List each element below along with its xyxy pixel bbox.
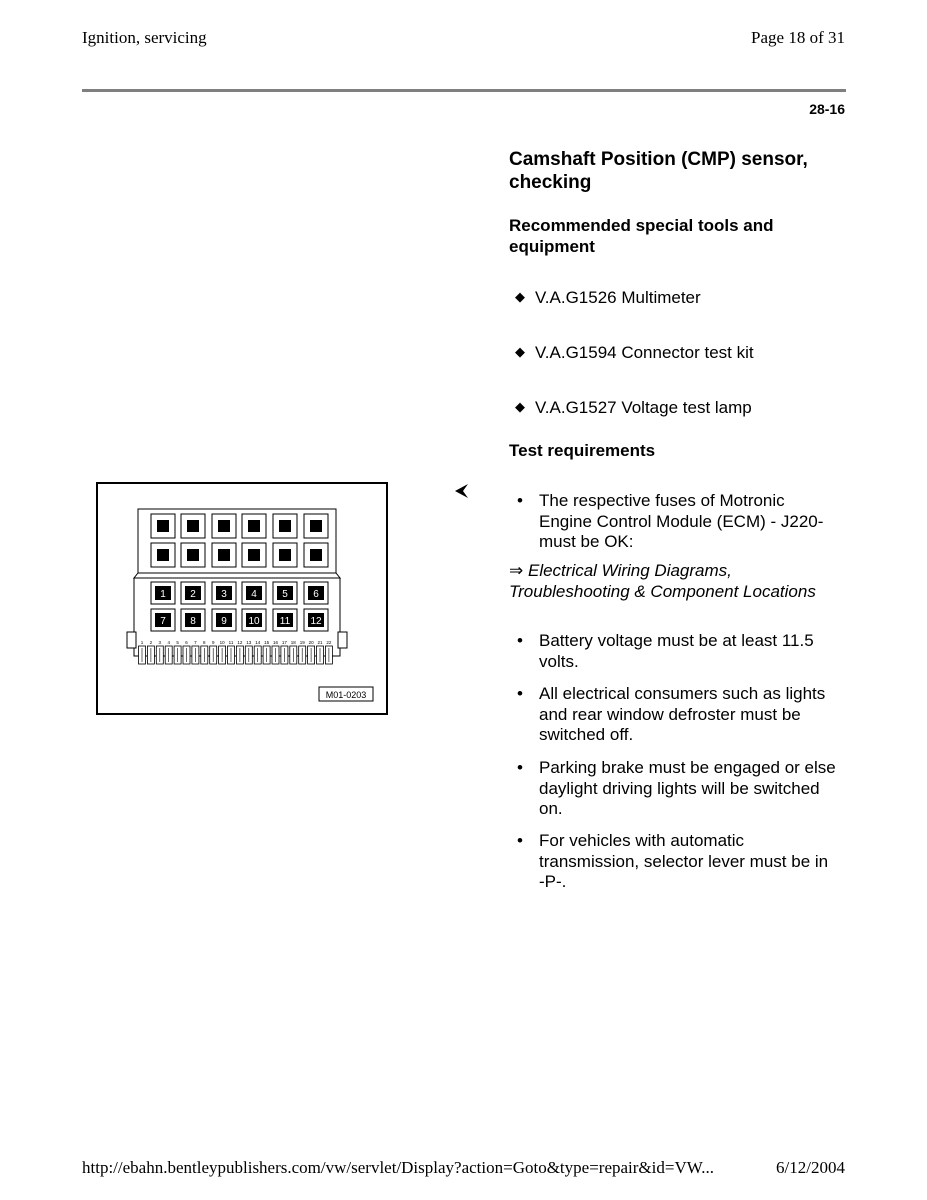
relay-socket-pin	[248, 549, 260, 561]
document-code: 28-16	[809, 101, 845, 117]
requirement-text: The respective fuses of Motronic Engine Control Module (ECM) - J220- must be OK:	[539, 491, 824, 551]
fuse-number: 19	[299, 640, 305, 645]
fuse-number: 6	[185, 640, 188, 645]
relay-socket-pin	[310, 520, 322, 532]
relay-number: 4	[251, 589, 257, 600]
fuse-relay-panel-figure	[96, 482, 388, 715]
fuse-number: 13	[246, 640, 252, 645]
fuse-number: 16	[272, 640, 279, 645]
relay-number: 7	[160, 616, 166, 627]
relay-number: 9	[221, 616, 227, 627]
fuse-number: 21	[317, 640, 323, 645]
wiring-reference	[509, 561, 839, 602]
requirement-item	[517, 491, 837, 553]
tool-label: V.A.G1527 Voltage test lamp	[535, 398, 752, 417]
fuse-number: 12	[237, 640, 243, 645]
relay-socket-pin	[157, 549, 169, 561]
relay-number: 3	[221, 589, 227, 600]
requirement-item	[517, 831, 837, 893]
relay-number: 2	[190, 589, 196, 600]
diamond-bullet-icon: ◆	[515, 399, 525, 414]
footer-date: 6/12/2004	[776, 1158, 845, 1177]
fuse-number: 11	[228, 640, 234, 645]
relay-socket-pin	[248, 520, 260, 532]
relay-number: 8	[190, 616, 196, 627]
relay-socket-pin	[279, 549, 291, 561]
fuse-number: 15	[264, 640, 270, 645]
requirement-item	[517, 758, 837, 820]
fuse-number: 14	[255, 640, 261, 645]
fuse-number: 10	[219, 640, 225, 645]
fuse-number: 20	[308, 640, 314, 645]
tool-item	[515, 286, 701, 308]
tool-item	[515, 341, 754, 363]
requirement-item	[517, 631, 837, 672]
tool-item	[515, 396, 752, 418]
requirements-heading: Test requirements	[509, 441, 656, 460]
fuse-number: 1	[140, 640, 144, 645]
relay-socket-pin	[310, 549, 322, 561]
relay-socket-pin	[187, 549, 199, 561]
bullet-icon: •	[517, 758, 523, 777]
page-title: Camshaft Position (CMP) sensor, checking	[509, 149, 808, 193]
fuse-number: 4	[167, 640, 170, 645]
relay-socket-pin	[279, 520, 291, 532]
relay-number: 11	[279, 616, 291, 627]
fuse-number: 3	[158, 640, 162, 645]
fuse-number: 18	[290, 640, 296, 645]
fuse-number: 8	[203, 640, 206, 645]
tools-heading: Recommended special tools and equipment	[509, 216, 774, 256]
fuse-number: 7	[194, 640, 197, 645]
requirement-text: Parking brake must be engaged or else daylight driving lights will be switched on.	[539, 758, 836, 818]
bullet-icon: •	[517, 631, 523, 650]
fuse-number: 17	[281, 640, 287, 645]
fuse-number: 22	[326, 640, 332, 645]
bullet-icon: •	[517, 684, 523, 703]
requirement-text: Battery voltage must be at least 11.5 volts.	[539, 631, 814, 671]
diamond-bullet-icon: ◆	[515, 289, 525, 304]
fuse-number: 5	[176, 640, 179, 645]
reference-link[interactable]: Electrical Wiring Diagrams, Troubleshooting & Component Locations	[509, 561, 816, 601]
fuse-number: 2	[149, 640, 153, 645]
header-page-number: Page 18 of 31	[751, 28, 845, 47]
diamond-bullet-icon: ◆	[515, 344, 525, 359]
tool-label: V.A.G1594 Connector test kit	[535, 343, 754, 362]
reference-arrow-icon: ⇒	[509, 561, 524, 580]
fuse-number: 9	[211, 640, 215, 645]
relay-block-ledge	[134, 573, 340, 578]
relay-socket-pin	[218, 520, 230, 532]
relay-socket-pin	[218, 549, 230, 561]
relay-socket-pin	[157, 520, 169, 532]
pointer-arrow-icon	[452, 481, 472, 501]
requirement-text: For vehicles with automatic transmission, selector lever must be in -P-.	[539, 831, 829, 891]
requirement-text: All electrical consumers such as lights and rear window defroster must be switched off.	[539, 684, 826, 744]
left-mount-tab	[127, 632, 136, 648]
bullet-icon: •	[517, 831, 523, 850]
relay-number: 1	[160, 589, 166, 600]
relay-number: 5	[282, 589, 288, 600]
relay-socket-pin	[187, 520, 199, 532]
header-section-title: Ignition, servicing	[82, 28, 207, 47]
tool-label: V.A.G1526 Multimeter	[535, 288, 701, 307]
relay-number: 10	[248, 616, 260, 627]
bullet-icon: •	[517, 491, 523, 510]
footer-url: http://ebahn.bentleypublishers.com/vw/servlet/Display?action=Goto&type=repair&id=VW...	[82, 1158, 714, 1177]
right-mount-tab	[338, 632, 347, 648]
relay-number: 6	[313, 589, 319, 600]
relay-number: 12	[310, 616, 322, 627]
figure-label: M01-0203	[325, 690, 367, 700]
header-divider	[82, 89, 846, 92]
requirement-item	[517, 684, 837, 746]
